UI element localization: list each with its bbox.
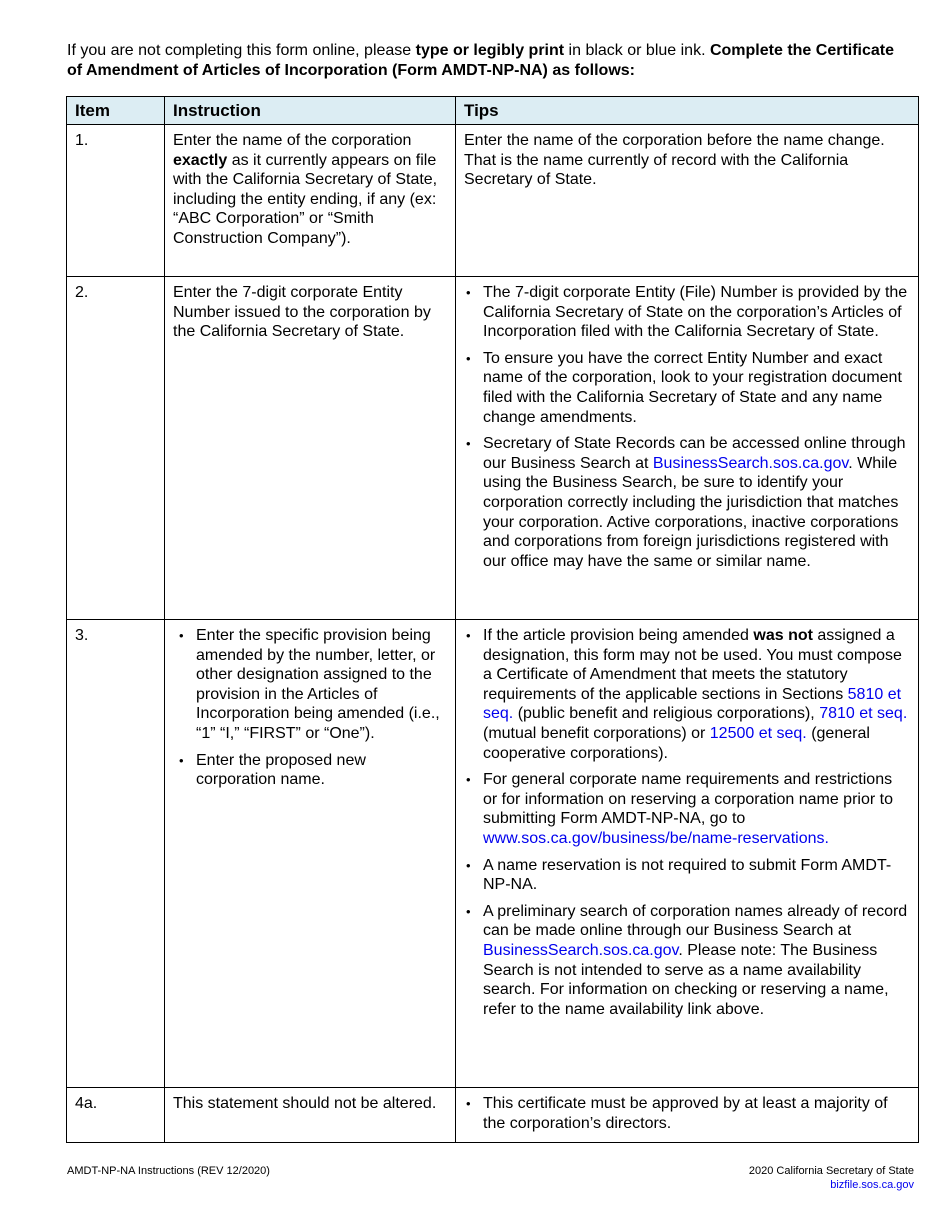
tip-text: For general corporate name requirements and restrictions or for information on reserving a corporation name prior to submitting Form AMDT-NP-NA, go to [483, 771, 893, 828]
statute-link-5810[interactable]: 5810 et seq. [483, 685, 902, 723]
instruction-text: as it currently appears on file with the California Secretary of State, including the entity ending, if any (ex: “ABC Corporation” or “Smith Construction Company”). [173, 151, 438, 247]
tip-text: . Please note: The Business Search is not intended to serve as a name availability search. For information on checking or reserving a name, refer to the name availability link above. [483, 941, 889, 1018]
tips-list [464, 626, 910, 1019]
tip-item: • A name reservation is not required to submit Form AMDT-NP-NA. [464, 856, 910, 895]
header-tips: Tips [456, 97, 919, 125]
footer-copyright: 2020 California Secretary of State [748, 1165, 914, 1177]
item-number: 4a. [67, 1088, 165, 1143]
instruction-item: • Enter the proposed new corporation name. [177, 751, 447, 790]
tips-cell [456, 1088, 919, 1143]
table-row [67, 277, 919, 620]
item-number: 3. [67, 620, 165, 1088]
tips-list [464, 1094, 910, 1133]
tip-text: (mutual benefit corporations) or [483, 724, 710, 742]
tip-text: assigned a designation, this form may not be used. You must compose a Certificate of Amendment that meets the statutory requirements of the applicable sections in Sections [483, 627, 902, 703]
header-item: Item [67, 97, 165, 125]
instruction-item: • Enter the specific provision being amended by the number, letter, or other designation assigned to the provision in the Articles of Incorporation being amended (i.e., “1” “I,” “FIRST” or “One”). [177, 626, 447, 744]
table-row [67, 1088, 919, 1143]
business-search-link[interactable]: BusinessSearch.sos.ca.gov [652, 454, 849, 472]
intro-paragraph [67, 41, 897, 81]
item-number: 2. [67, 277, 165, 620]
tip-text: (public benefit and religious corporations), [513, 705, 820, 723]
tip-text: Secretary of State Records can be accessed online through our Business Search at [483, 435, 906, 472]
intro-heading: Complete the Certificate of Amendment of Articles of Incorporation (Form AMDT-NP-NA) as follows: [67, 42, 895, 79]
header-instruction: Instruction [165, 97, 456, 125]
intro-text: If you are not completing this form online, please [67, 42, 416, 59]
intro-text: in black or blue ink. [564, 42, 710, 59]
intro-emphasis: type or legibly print [415, 42, 565, 59]
tip-text: (general cooperative corporations). [483, 724, 870, 762]
tip-text: If the article provision being amended [483, 627, 754, 644]
business-search-link[interactable]: BusinessSearch.sos.ca.gov [483, 941, 679, 959]
tips-list [464, 283, 910, 571]
table-row [67, 620, 919, 1088]
table-row [67, 125, 919, 277]
instruction-text: Enter the name of the corporation [173, 132, 412, 149]
tip-emphasis: was not [753, 627, 813, 644]
tip-item [464, 434, 910, 571]
tips-cell [456, 620, 919, 1088]
instructions-table [66, 96, 919, 1143]
instruction-cell [165, 620, 456, 1088]
instruction-cell [165, 125, 456, 277]
tip-item [464, 902, 910, 1020]
instruction-cell: This statement should not be altered. [165, 1088, 456, 1143]
item-number: 1. [67, 125, 165, 277]
footer-form-revision: AMDT-NP-NA Instructions (REV 12/2020) [67, 1165, 270, 1177]
tip-item: • The 7-digit corporate Entity (File) Number is provided by the California Secretary of State on the corporation’s Articles of Incorporation filed with the California Secretary of State. [464, 283, 910, 342]
footer-publisher [749, 1164, 914, 1192]
instruction-emphasis: exactly [173, 151, 228, 169]
name-reservations-link[interactable]: www.sos.ca.gov/business/be/name-reservations. [483, 829, 829, 847]
tips-cell: Enter the name of the corporation before the name change. That is the name currently of record with the California Secretary of State. [456, 125, 919, 277]
instruction-cell: Enter the 7-digit corporate Entity Number issued to the corporation by the California Secretary of State. [165, 277, 456, 620]
table-header-row [67, 97, 919, 125]
tip-text: . While using the Business Search, be sure to identify your corporation correctly including the jurisdiction that matches your corporation. Active corporations, inactive corporations and corporations from foreign jurisdictions registered with our office may have the same or similar name. [483, 454, 899, 570]
statute-link-12500[interactable]: 12500 et seq. [709, 724, 807, 742]
tip-item [464, 770, 910, 848]
tip-item [464, 626, 910, 763]
tip-item: • To ensure you have the correct Entity Number and exact name of the corporation, look to your registration document filed with the California Secretary of State and any name change amendments. [464, 349, 910, 427]
statute-link-7810[interactable]: 7810 et seq. [819, 705, 908, 723]
bizfile-link[interactable]: bizfile.sos.ca.gov [830, 1179, 914, 1191]
instruction-list [173, 626, 447, 790]
tip-text: A preliminary search of corporation names already of record can be made online through our Business Search at [483, 902, 908, 940]
tip-item: • This certificate must be approved by at least a majority of the corporation’s directors. [464, 1094, 910, 1133]
tips-cell [456, 277, 919, 620]
